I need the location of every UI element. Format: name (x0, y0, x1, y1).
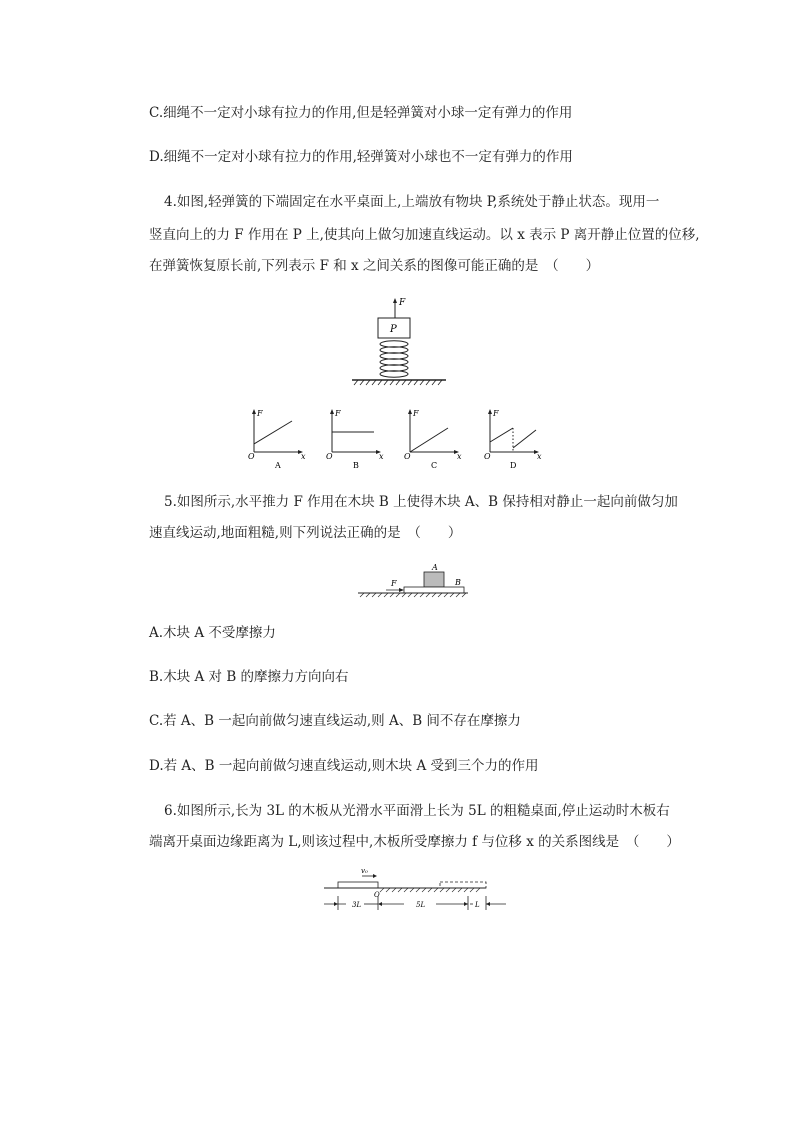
svg-text:x: x (379, 452, 384, 461)
question-6-line-1: 6.如图所示,长为 3L 的木板从光滑水平面滑上长为 5L 的粗糙桌面,停止运动时木板右 (164, 803, 670, 819)
table-hatching (380, 888, 480, 892)
question-4-line-3: 在弹簧恢复原长前,下列表示 F 和 x 之间关系的图像可能正确的是 （ ） (149, 258, 600, 274)
svg-text:O: O (484, 452, 491, 461)
block-label-p: P (390, 324, 397, 335)
svg-text:O: O (248, 452, 255, 461)
block-label-b: B (455, 578, 461, 587)
graph-option-c (404, 409, 462, 470)
fx-graphs-figure (240, 404, 560, 472)
ground-hatching (360, 593, 466, 597)
board-length-label: 3L (352, 901, 362, 909)
option-d-q5: D.若 A、B 一起向前做匀速直线运动,则木块 A 受到三个力的作用 (149, 758, 539, 774)
question-6-line-2: 端离开桌面边缘距离为 L,则该过程中,木板所受摩擦力 f 与位移 x 的关系图线是 （ ） (149, 834, 680, 850)
option-a-q5: A.木块 A 不受摩擦力 (149, 625, 276, 641)
block-label-a: A (432, 563, 438, 572)
question-5-line-1: 5.如图所示,水平推力 F 作用在木块 B 上使得木块 A、B 保持相对静止一起向前做匀加 (164, 494, 678, 510)
option-d-q3: D.细绳不一定对小球有拉力的作用,轻弹簧对小球也不一定有弹力的作用 (149, 149, 573, 165)
svg-text:F: F (335, 409, 341, 418)
blocks-figure (356, 562, 472, 602)
option-c-q5: C.若 A、B 一起向前做匀速直线运动,则 A、B 间不存在摩擦力 (149, 713, 521, 729)
force-label-f: F (399, 298, 406, 308)
svg-text:x: x (537, 452, 542, 461)
graph-option-d (484, 409, 542, 470)
graph-label-b: B (353, 461, 359, 470)
svg-text:F: F (493, 409, 499, 418)
graph-label-a: A (275, 461, 281, 470)
spring-figure (348, 296, 448, 392)
option-b-q5: B.木块 A 对 B 的摩擦力方向向右 (149, 669, 349, 685)
ground-hatching (354, 380, 442, 385)
svg-text:F: F (257, 409, 263, 418)
option-c-q3: C.细绳不一定对小球有拉力的作用,但是轻弹簧对小球一定有弹力的作用 (149, 105, 573, 121)
gap-length-label: L (475, 901, 480, 909)
force-label-f: F (391, 579, 397, 588)
spring-coil (380, 341, 408, 377)
velocity-label: v₀ (361, 867, 368, 875)
graph-label-c: C (431, 461, 438, 470)
svg-text:O: O (404, 452, 411, 461)
graph-option-a (248, 409, 306, 470)
graph-option-b (326, 409, 384, 470)
question-5-line-2: 速直线运动,地面粗糙,则下列说法正确的是 （ ） (149, 525, 462, 541)
question-4-line-1: 4.如图,轻弹簧的下端固定在水平桌面上,上端放有物块 P,系统处于静止状态。现用一 (164, 194, 660, 210)
svg-text:F: F (413, 409, 419, 418)
table-length-label: 5L (416, 901, 426, 909)
svg-text:x: x (457, 452, 462, 461)
svg-text:x: x (301, 452, 306, 461)
question-4-line-2: 竖直向上的力 F 作用在 P 上,使其向上做匀加速直线运动。以 x 表示 P 离开静止位置的位移, (149, 227, 700, 243)
graph-label-d: D (510, 461, 517, 470)
board-figure (316, 866, 512, 912)
svg-text:O: O (326, 452, 333, 461)
origin-label: O (374, 891, 380, 899)
